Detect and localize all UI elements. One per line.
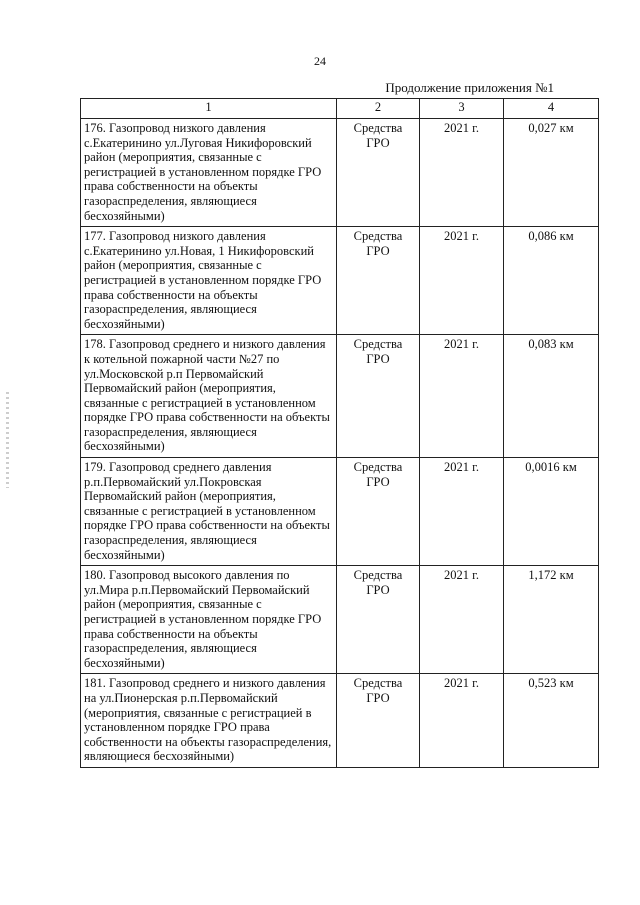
object-description: 181. Газопровод среднего и низкого давления на ул.Пионерская р.п.Первомайский (мероприятия, связанные с регистрацией в установленном порядке ГРО права собственности на объекты газораспределения, являющиеся бесхозяйными) (81, 674, 337, 768)
pipeline-length: 0,027 км (504, 119, 599, 227)
funding-source: Средства ГРО (337, 674, 420, 768)
object-description: 176. Газопровод низкого давления с.Екатеринино ул.Луговая Никифоровский район (мероприятия, связанные с регистрацией в установленном порядке ГРО права собственности на объекты газораспределения, являющиеся бесхозяйными) (81, 119, 337, 227)
column-header-4: 4 (504, 99, 599, 119)
table-row (81, 335, 599, 458)
table-row (81, 674, 599, 768)
margin-scan-mark (6, 392, 9, 488)
object-description: 177. Газопровод низкого давления с.Екатеринино ул.Новая, 1 Никифоровский район (мероприятия, связанные с регистрацией в установленном порядке ГРО права собственности на объекты газораспределения, являющиеся бесхозяйными) (81, 227, 337, 335)
column-header-1: 1 (81, 99, 337, 119)
funding-source: Средства ГРО (337, 119, 420, 227)
funding-source: Средства ГРО (337, 458, 420, 566)
object-description: 179. Газопровод среднего давления р.п.Первомайский ул.Покровская Первомайский район (мероприятия, связанные с регистрацией в установленном порядке ГРО права собственности на объекты газораспределения, являющиеся бесхозяйными) (81, 458, 337, 566)
table-row (81, 458, 599, 566)
year: 2021 г. (420, 335, 504, 458)
page-number: 24 (314, 54, 326, 68)
year: 2021 г. (420, 566, 504, 674)
pipeline-length: 0,523 км (504, 674, 599, 768)
funding-source: Средства ГРО (337, 335, 420, 458)
object-description: 178. Газопровод среднего и низкого давления к котельной пожарной части №27 по ул.Московской р.п Первомайский Первомайский район (мероприятия, связанные с регистрацией в установленном порядке ГРО права собственности на объекты газораспределения, являющиеся бесхозяйными) (81, 335, 337, 458)
column-header-3: 3 (420, 99, 504, 119)
table-header-row (81, 99, 599, 119)
funding-source: Средства ГРО (337, 566, 420, 674)
column-header-2: 2 (337, 99, 420, 119)
table-row (81, 566, 599, 674)
pipeline-length: 0,083 км (504, 335, 599, 458)
pipeline-length: 1,172 км (504, 566, 599, 674)
funding-source: Средства ГРО (337, 227, 420, 335)
year: 2021 г. (420, 227, 504, 335)
table-row (81, 227, 599, 335)
year: 2021 г. (420, 458, 504, 566)
continuation-label: Продолжение приложения №1 (385, 80, 554, 95)
gas-pipeline-table (80, 98, 599, 768)
year: 2021 г. (420, 674, 504, 768)
pipeline-length: 0,086 км (504, 227, 599, 335)
object-description: 180. Газопровод высокого давления по ул.Мира р.п.Первомайский Первомайский район (мероприятия, связанные с регистрацией в установленном порядке ГРО права собственности на объекты газораспределения, являющиеся бесхозяйными) (81, 566, 337, 674)
year: 2021 г. (420, 119, 504, 227)
table-row (81, 119, 599, 227)
pipeline-length: 0,0016 км (504, 458, 599, 566)
